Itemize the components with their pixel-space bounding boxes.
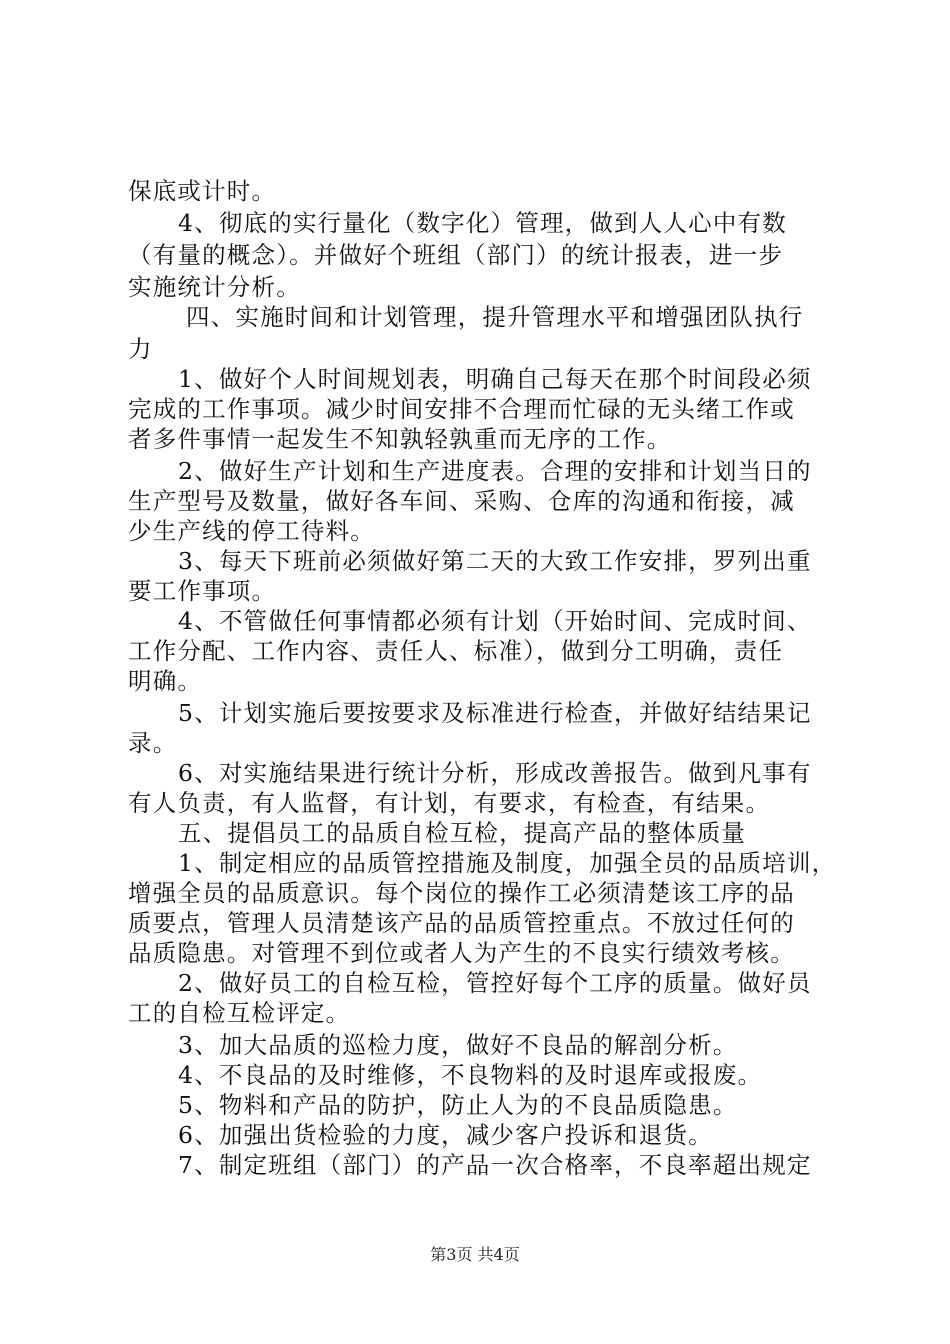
text-line: 保底或计时。 (128, 177, 277, 205)
text-line: 1、做好个人时间规划表，明确自己每天在那个时间段必须 (178, 365, 812, 393)
text-line: 2、做好生产计划和生产进度表。合理的安排和计划当日的 (178, 457, 812, 485)
text-line: 有人负责，有人监督，有计划，有要求，有检查，有结果。 (128, 789, 771, 817)
text-line: 增强全员的品质意识。每个岗位的操作工必须清楚该工序的品 (128, 879, 795, 907)
text-line: 要工作事项。 (128, 577, 277, 605)
text-line: 1、制定相应的品质管控措施及制度，加强全员的品质培训， (178, 849, 837, 877)
text-line: 实施统计分析。 (128, 273, 301, 301)
text-line: 4、彻底的实行量化（数字化）管理，做到人人心中有数 (178, 209, 787, 237)
text-line: 5、计划实施后要按要求及标准进行检查，并做好结结果记 (178, 699, 812, 727)
text-line: 工的自检互检评定。 (128, 999, 351, 1027)
text-line: 生产型号及数量，做好各车间、采购、仓库的沟通和衔接，减 (128, 487, 795, 515)
text-line: 少生产线的停工待料。 (128, 517, 375, 545)
text-line: 完成的工作事项。减少时间安排不合理而忙碌的无头绪工作或 (128, 395, 795, 423)
text-line: 3、加大品质的巡检力度，做好不良品的解剖分析。 (178, 1031, 738, 1059)
text-line: 6、加强出货检验的力度，减少客户投诉和退货。 (178, 1121, 713, 1149)
text-line: 3、每天下班前必须做好第二天的大致工作安排，罗列出重 (178, 547, 812, 575)
text-line: 4、不良品的及时维修，不良物料的及时退库或报废。 (178, 1061, 763, 1089)
text-line: 4、不管做任何事情都必须有计划（开始时间、完成时间、 (178, 607, 812, 635)
text-line: （有量的概念）。并做好个班组（部门）的统计报表，进一步 (128, 241, 784, 269)
page-footer: 第3页 共4页 (430, 1245, 520, 1264)
text-line: 力 (128, 335, 153, 363)
text-line: 7、制定班组（部门）的产品一次合格率，不良率超出规定 (178, 1151, 812, 1179)
text-line: 5、物料和产品的防护，防止人为的不良品质隐患。 (178, 1091, 738, 1119)
section-heading: 四、实施时间和计划管理，提升管理水平和增强团队执行 (186, 303, 804, 331)
text-line: 者多件事情一起发生不知孰轻孰重而无序的工作。 (128, 425, 672, 453)
section-heading: 五、提倡员工的品质自检互检，提高产品的整体质量 (178, 819, 747, 847)
text-line: 明确。 (128, 667, 203, 695)
text-line: 工作分配、工作内容、责任人、标准），做到分工明确，责任 (128, 637, 784, 665)
text-line: 2、做好员工的自检互检，管控好每个工序的质量。做好员 (178, 969, 812, 997)
text-line: 6、对实施结果进行统计分析，形成改善报告。做到凡事有 (178, 759, 812, 787)
text-line: 质要点，管理人员清楚该产品的品质管控重点。不放过任何的 (128, 909, 795, 937)
text-line: 品质隐患。对管理不到位或者人为产生的不良实行绩效考核。 (128, 939, 795, 967)
text-line: 录。 (128, 729, 178, 757)
